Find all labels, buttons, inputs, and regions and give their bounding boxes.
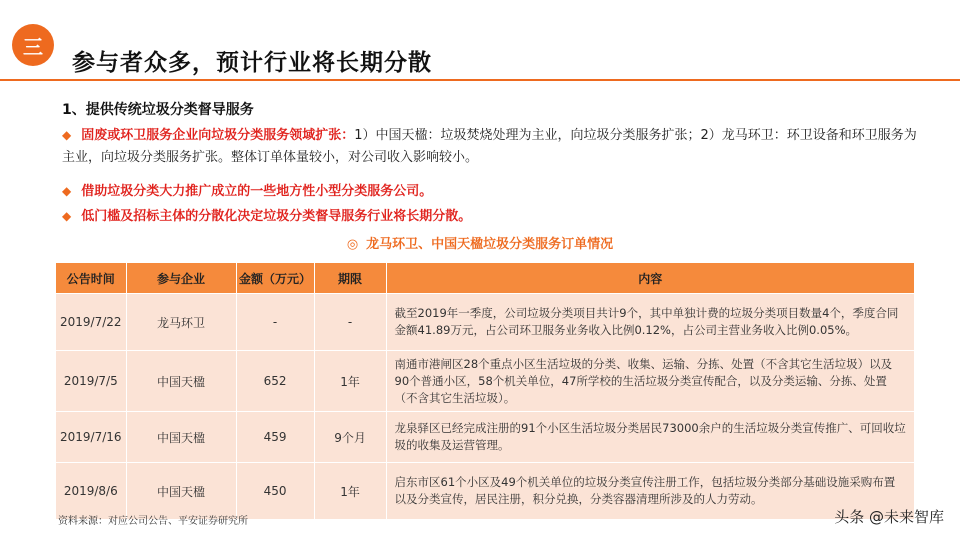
section-number-badge: 三 (12, 24, 54, 66)
cell-term: 1年 (314, 463, 386, 520)
header-company: 参与企业 (126, 263, 236, 294)
cell-content: 南通市港闸区28个重点小区生活垃圾的分类、收集、运输、分拣、处置（不含其它生活垃圾）以及90个普通小区，58个机关单位，47所学校的生活垃圾分类宣传配合，以及分类运输、分拣、处置（不含其它生活垃圾）。 (386, 351, 914, 412)
header-term: 期限 (314, 263, 386, 294)
cell-term: - (314, 294, 386, 351)
target-circle-icon: ◎ (346, 237, 359, 252)
source-note: 资料来源：对应公司公告、平安证券研究所 (58, 516, 248, 527)
header-amount: 金额（万元） (236, 263, 314, 294)
watermark: 头条 @未来智库 (834, 508, 944, 526)
cell-company: 中国天楹 (126, 412, 236, 463)
bullet-1-bold: 固废或环卫服务企业向垃圾分类服务领域扩张： (81, 128, 355, 143)
diamond-bullet-icon: ◆ (62, 209, 72, 223)
cell-term: 1年 (314, 351, 386, 412)
cell-content: 截至2019年一季度，公司垃圾分类项目共计9个，其中单独计费的垃圾分类项目数量4个，季度合同金额41.89万元，占公司环卫服务业务收入比例0.12%，占公司主营业务收入比例0.05%。 (386, 294, 914, 351)
cell-amount: 459 (236, 412, 314, 463)
cell-date: 2019/7/16 (56, 412, 127, 463)
diamond-bullet-icon: ◆ (62, 128, 72, 142)
bullet-item-1 (62, 124, 922, 169)
bullet-3-bold: 低门槛及招标主体的分散化决定垃圾分类督导服务行业将长期分散。 (81, 209, 472, 224)
cell-date: 2019/8/6 (56, 463, 127, 520)
title-divider (0, 79, 960, 81)
page-title: 参与者众多，预计行业将长期分散 (72, 50, 432, 76)
table-caption (0, 233, 960, 252)
bullet-item-3 (62, 205, 922, 228)
cell-company: 龙马环卫 (126, 294, 236, 351)
cell-amount: 450 (236, 463, 314, 520)
cell-term: 9个月 (314, 412, 386, 463)
table-header-row (56, 263, 915, 294)
bullet-item-2 (62, 180, 922, 203)
header-date: 公告时间 (56, 263, 127, 294)
cell-date: 2019/7/22 (56, 294, 127, 351)
table-row (56, 294, 915, 351)
table-row (56, 463, 915, 520)
cell-content: 龙泉驿区已经完成注册的91个小区生活垃圾分类居民73000余户的生活垃圾分类宣传推广、可回收垃圾的收集及运营管理。 (386, 412, 914, 463)
orders-table (55, 262, 915, 520)
cell-date: 2019/7/5 (56, 351, 127, 412)
cell-company: 中国天楹 (126, 351, 236, 412)
table-row (56, 351, 915, 412)
section-subheading: 1、提供传统垃圾分类督导服务 (62, 102, 254, 118)
cell-company: 中国天楹 (126, 463, 236, 520)
bullet-1-text: 1）中国天楹：垃圾焚烧处理为主业，向垃圾分类服务扩张；2）龙马环卫：环卫设备和环卫服务为主业，向垃圾分类服务扩张。整体订单体量较小，对公司收入影响较小。 (62, 128, 917, 165)
bullet-2-bold: 借助垃圾分类大力推广成立的一些地方性小型分类服务公司。 (81, 184, 433, 199)
cell-amount: 652 (236, 351, 314, 412)
cell-content: 启东市区61个小区及49个机关单位的垃圾分类宣传注册工作，包括垃圾分类部分基础设施采购布置以及分类宣传，居民注册，积分兑换，分类容器清理所涉及的人力劳动。 (386, 463, 914, 520)
table-caption-text: 龙马环卫、中国天楹垃圾分类服务订单情况 (366, 237, 614, 252)
header-content: 内容 (386, 263, 914, 294)
cell-amount: - (236, 294, 314, 351)
diamond-bullet-icon: ◆ (62, 184, 72, 198)
table-row (56, 412, 915, 463)
